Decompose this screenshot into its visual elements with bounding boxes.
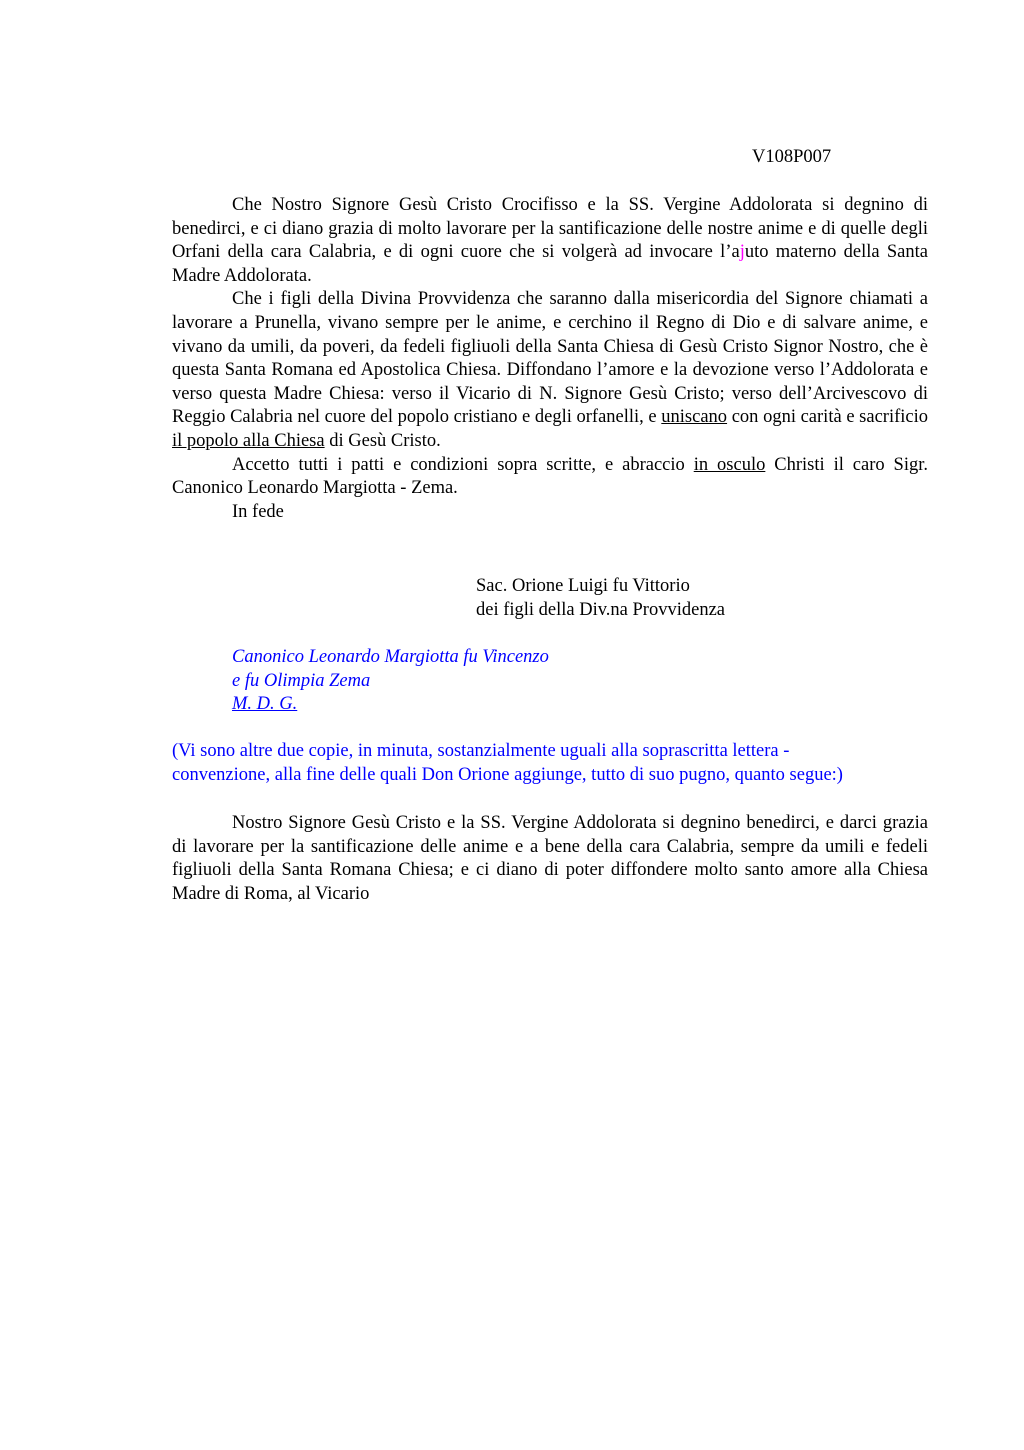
addendum-paragraph: Nostro Signore Gesù Cristo e la SS. Vergine Addolorata si degnino benedirci, e darci grazia di lavorare per la santificazione delle anime e a bene della cara Calabria, sempre da umili e fedeli figliuoli della Santa Romana Chiesa; e ci diano di poter diffondere molto santo amore alla Chiesa Madre di Roma, al Vicario [172,813,928,904]
page-id: V108P007 [752,147,832,167]
editor-note-line: convenzione, alla fine delle quali Don Orione aggiunge, tutto di suo pugno, quanto segue:) [172,764,843,785]
canon-line: e fu Olimpia Zema [232,670,371,691]
editor-note-line: (Vi sono altre due copie, in minuta, sostanzialmente uguali alla soprascritta lettera - [172,741,790,761]
paragraph-text: Che i figli della Divina Provvidenza che saranno dalla misericordia del Signore chiamati a lavorare a Prunella, vivano sempre per le anime, e cerchino il Regno di Dio e di salvare anime, e vivano da umili, da poveri, da fedeli figliuoli della Santa Chiesa di Gesù Cristo Signor Nostro, che è questa Santa Romana ed Apostolica Chiesa. Diffondano l’amore e la devozione verso l’Addolorata e verso questa Madre Chiesa: verso il Vicario di N. Signore Gesù Cristo; verso dell’Arcivescovo di Reggio Calabria nel cuore del popolo cristiano e degli orfanelli, e [172,289,928,428]
paragraph-text: uto materno della Santa Madre Addolorata. [172,242,928,286]
paragraph-text: Accetto tutti i patti e condizioni sopra scritte, e abraccio [232,454,694,475]
underlined-text: in osculo [693,454,766,475]
paragraph-figli [172,288,928,453]
underlined-text: il popolo alla Chiesa [172,430,325,451]
canon-line: Canonico Leonardo Margiotta fu Vincenzo [232,647,549,667]
addendum [172,812,928,906]
paragraph-text: di Gesù Cristo. [324,430,441,451]
underlined-text: uniscano [661,407,728,428]
editor-note [172,740,932,787]
highlighted-letter: j [739,242,745,263]
signature-line: Sac. Orione Luigi fu Vittorio [476,576,690,596]
paragraph-text: Che Nostro Signore Gesù Cristo Crocifisso e la SS. Vergine Addolorata si degnino di benedirci, e ci diano grazia di molto lavorare per la santificazione delle nostre anime e di quelle degli Orfani della cara Calabria, e di ogni cuore che si volgerà ad invocare l’a [172,195,928,263]
paragraph-in-fede: In fede [232,501,284,522]
signature-line: dei figli della Div.na Provvidenza [476,599,725,620]
paragraph-text: Christi il caro Sigr. Canonico Leonardo Margiotta - Zema. [172,454,928,499]
canon-line-mdg: M. D. G. [232,694,298,715]
letter-body [172,194,928,524]
paragraph-accetto [172,454,928,501]
paragraph-invocation [172,194,928,288]
paragraph-text: con ogni carità e sacrificio [727,407,929,428]
signature-orione [476,575,725,622]
signature-canon [232,646,549,717]
